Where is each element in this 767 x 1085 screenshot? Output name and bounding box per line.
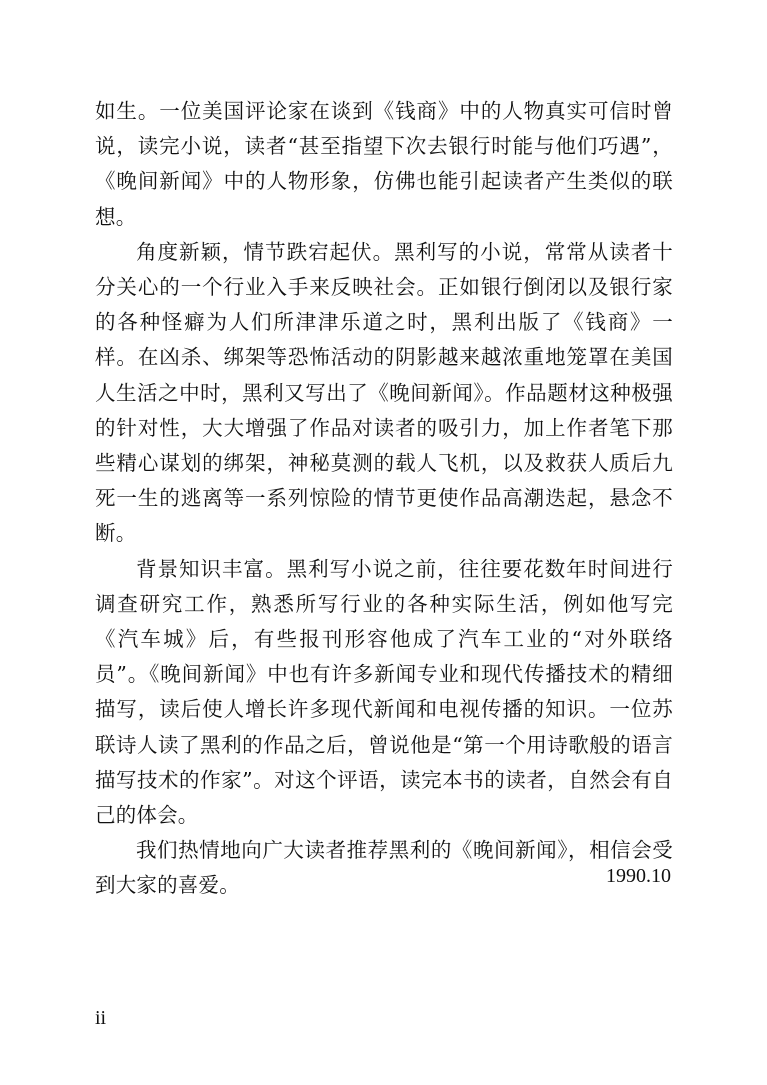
paragraph-continuation: 如生。一位美国评论家在谈到《钱商》中的人物真实可信时曾说，读完小说，读者“甚至指望下次去银行时能与他们巧遇”，《晚间新闻》中的人物形象，仿佛也能引起读者产生类似的联想。 bbox=[95, 99, 673, 229]
paragraph-background-knowledge: 背景知识丰富。黑利写小说之前，往往要花数年时间进行调查研究工作，熟悉所写行业的各种实际生活，例如他写完《汽车城》后，有些报刊形容他成了汽车工业的“对外联络员”。《晚间新闻》中也有许多新闻专业和现代传播技术的精细描写，读后使人增长许多现代新闻和电视传播的知识。一位苏联诗人读了黑利的作品之后，曾说他是“第一个用诗歌般的语言描写技术的作家”。对这个评语，读完本书的读者，自然会有自己的体会。 bbox=[95, 556, 673, 828]
preface-body bbox=[95, 94, 673, 904]
paragraph-novel-angle: 角度新颖，情节跌宕起伏。黑利写的小说，常常从读者十分关心的一个行业入手来反映社会。正如银行倒闭以及银行家的各种怪癖为人们所津津乐道之时，黑利出版了《钱商》一样。在凶杀、绑架等恐怖活动的阴影越来越浓重地笼罩在美国人生活之中时，黑利又写出了《晚间新闻》。作品题材这种极强的针对性，大大增强了作品对读者的吸引力，加上作者笔下那些精心谋划的绑架，神秘莫测的载人飞机，以及救获人质后九死一生的逃离等一系列惊险的情节更使作品高潮迭起，悬念不断。 bbox=[95, 239, 673, 546]
paragraph-recommendation: 我们热情地向广大读者推荐黑利的《晚间新闻》，相信会受到大家的喜爱。 bbox=[95, 838, 673, 898]
page-number: ii bbox=[95, 1007, 107, 1029]
preface-date: 1990.10 bbox=[606, 865, 671, 887]
